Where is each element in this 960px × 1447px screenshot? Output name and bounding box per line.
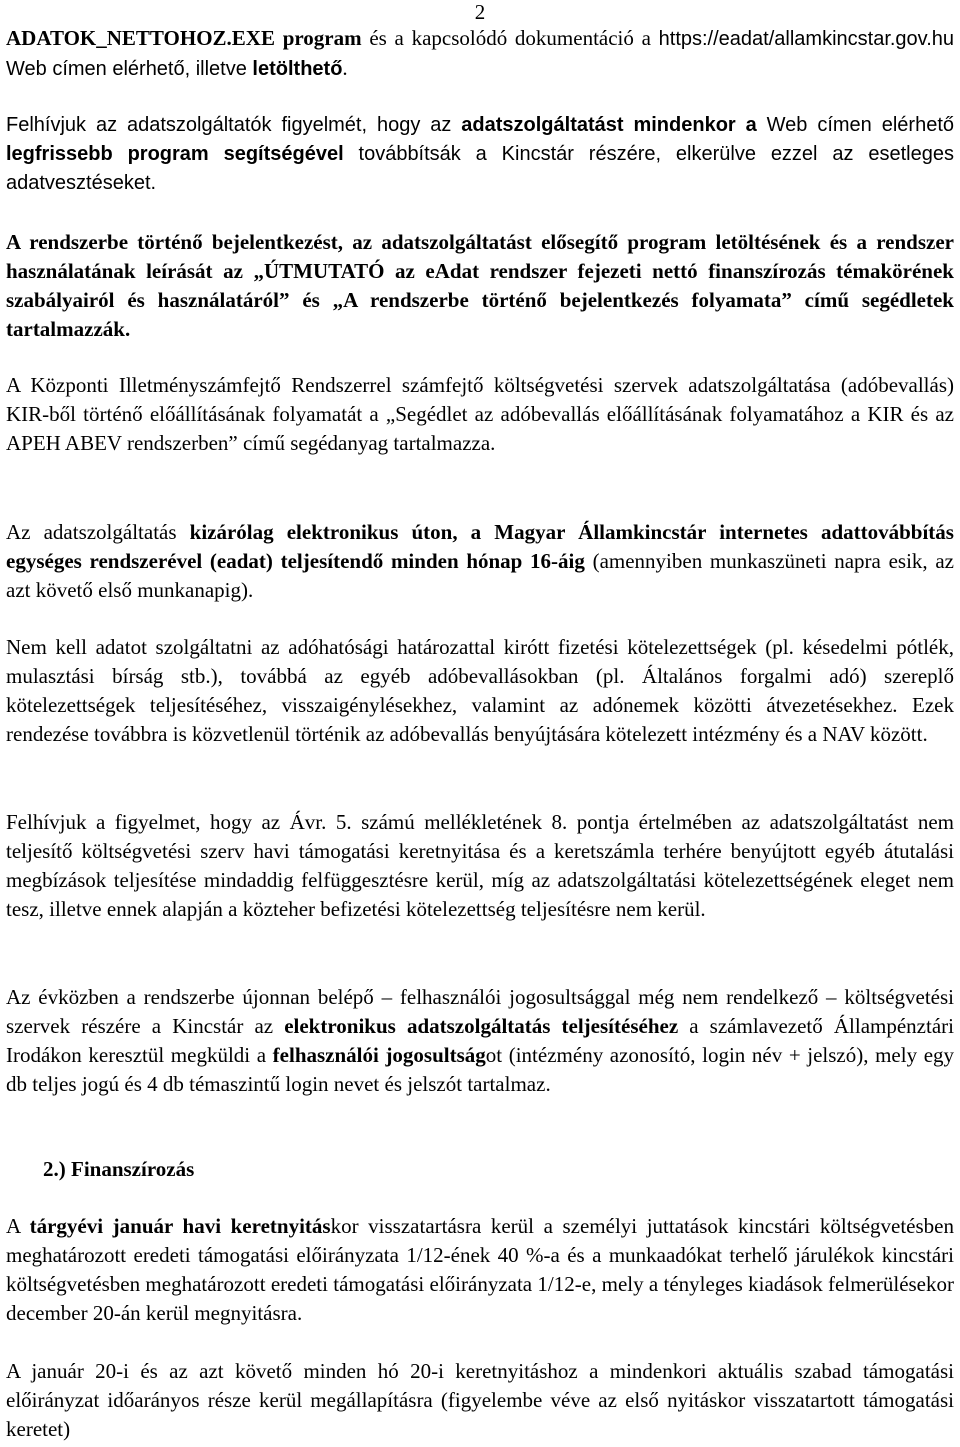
section-heading-financing: 2.) Finanszírozás [43, 1157, 195, 1181]
emphasis: letölthető [252, 58, 343, 80]
text: továbbítsák a Kincstár részére, elkerülve ezzel az esetleges adatvesztéseket. [6, 143, 954, 194]
emphasis: tárgyévi január havi keretnyitás [29, 1214, 331, 1238]
text: Az évközben a rendszerbe újonnan belépő – felhasználói jogosultsággal még nem rendelkező – költségvetési szervek részére a Kincstár az [6, 985, 954, 1038]
text: kor visszatartásra kerül a személyi juttatások kincstári költségvetésben meghatározott eredeti támogatási előirányzata 1/12-ének 40 %-a és a munkaadókat terhelő járulékok kincstári költségvetésben meghatározott eredeti támogatási előirányzata 1/12-e, mely a tényleges kiadások felmerülésekor december 20-án kerül megnyitásra. [6, 1214, 954, 1325]
text: és a kapcsolódó dokumentáció a [361, 26, 659, 50]
paragraph-login-guides: A rendszerbe történő bejelentkezést, az adatszolgáltatást elősegítő program letöltésének és a rendszer használatának leírását az „ÚTMUTATÓ az eAdat rendszer fejezeti nettó finanszírozás témakörének szabályairól és használatáról” és „A rendszerbe történő bejelentkezés folyamata” című segédletek tartalmazzák. [6, 230, 954, 341]
paragraph-no-data-required: Nem kell adatot szolgáltatni az adóhatósági határozattal kirótt fizetési kötelezettségek (pl. késedelmi pótlék, mulasztási bírság stb.), továbbá az egyéb adóbevallásokban (pl. Általános forgalmi adó) szereplő kötelezettségek teljesítéséhez, visszaigénylésekhez, valamint az adónemek közötti átvezetésekhez. Ezek rendezése továbbra is közvetlenül történik az adóbevallás benyújtására kötelezett intézmény és a NAV között. [6, 635, 954, 746]
text: Web címen elérhető [756, 114, 954, 136]
text: ot (intézmény azonosító, login név + jelszó), mely egy db teljes jogú és 4 db témaszintű login nevet és jelszót tartalmaz. [6, 1043, 955, 1096]
paragraph-monthly-frame: A január 20-i és az azt követő minden hó 20-i keretnyitáshoz a mindenkori aktuális szabad támogatási előirányzat időarányos része kerül megállapításra (figyelembe véve az első nyitáskor visszatartott támogatási keretet) [6, 1359, 954, 1441]
text: Az adatszolgáltatás [6, 520, 190, 544]
emphasis: adatszolgáltatást mindenkor a [461, 114, 757, 136]
text: a számlavezető Állampénztári Irodákon keresztül megküldi a [6, 1014, 954, 1067]
paragraph-latest-program-notice [6, 111, 954, 198]
text: (amennyiben munkaszüneti napra esik, az azt követő első munkanapig). [6, 549, 954, 602]
text: Felhívjuk az adatszolgáltatók figyelmét, hogy az [6, 114, 462, 136]
emphasis: kizárólag elektronikus úton, a Magyar Államkincstár internetes adattovábbítás egységes rendszerével (eadat) teljesítendő minden hónap 16-áig [6, 520, 954, 573]
paragraph-new-entrants [6, 983, 954, 1099]
text: . [342, 56, 348, 80]
web-address: https://eadat/allamkincstar.gov.hu Web címen elérhető, illetve [6, 28, 954, 80]
page-number: 2 [474, 0, 486, 24]
emphasis: legfrissebb program segítségével [6, 143, 344, 165]
paragraph-kir-tax-return: A Központi Illetményszámfejtő Rendszerrel számfejtő költségvetési szervek adatszolgáltatása (adóbevallás) KIR-ből történő előállításának folyamatát a „Segédlet az adóbevallás előállításának folyamatához a KIR és az APEH ABEV rendszerben” című segédanyag tartalmazza. [6, 373, 954, 455]
paragraph-suspension-warning: Felhívjuk a figyelmet, hogy az Ávr. 5. számú mellékletének 8. pontja értelmében az adatszolgáltatást nem teljesítő költségvetési szerv havi támogatási keretnyitása és a keretszámla terhére benyújtott egyéb átutalási megbízások teljesítése mindaddig felfüggesztésre kerül, míg az adatszolgáltatási kötelezettségének eleget nem tesz, illetve ennek alapján a közteher befizetési kötelezettség teljesítésre nem kerül. [6, 810, 954, 921]
emphasis: elektronikus adatszolgáltatás teljesítéséhez [284, 1014, 679, 1038]
text: A [6, 1214, 30, 1238]
paragraph-january-frame [6, 1212, 954, 1328]
paragraph-electronic-deadline [6, 518, 954, 605]
program-name: ADATOK_NETTOHOZ.EXE program [6, 26, 362, 50]
paragraph-program-download [6, 24, 954, 84]
emphasis: felhasználói jogosultság [272, 1043, 486, 1067]
